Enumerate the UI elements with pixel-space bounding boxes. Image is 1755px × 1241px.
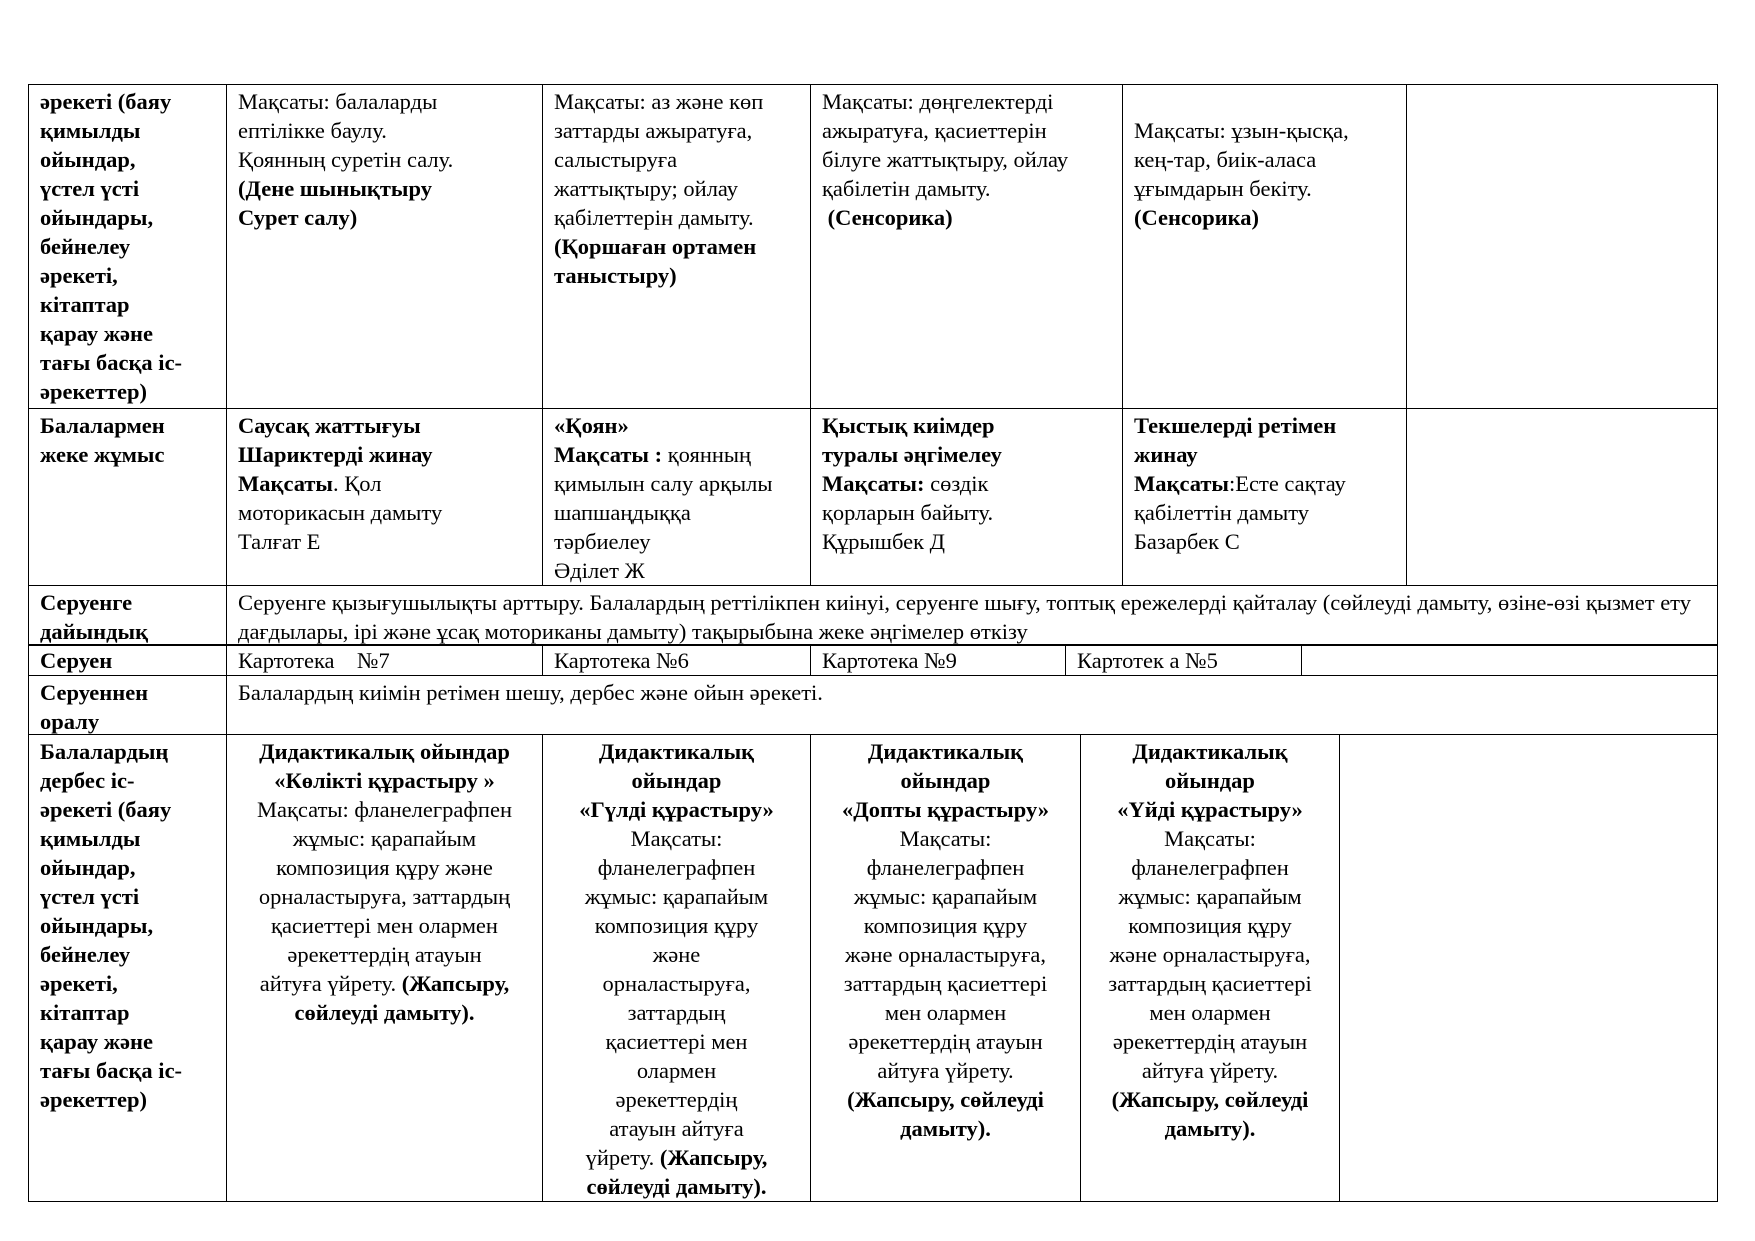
- game-title: Дидактикалық ойындар: [259, 739, 510, 764]
- cell-text: жұмыс: қарапайым: [1118, 884, 1302, 909]
- cell-text: әрекеттердің: [615, 1087, 738, 1112]
- cell-text: заттарды ажыратуға,: [554, 118, 753, 143]
- goal-line: [238, 469, 533, 498]
- cell-thursday: [1123, 409, 1407, 585]
- cell-text: айтуға үйрету.: [877, 1058, 1014, 1083]
- cell-text: әрекеттердің атауын: [287, 942, 482, 967]
- cell-text: қимылын салу арқылы: [554, 471, 773, 496]
- goal-text: :Есте сақтау: [1229, 471, 1346, 496]
- cell-text: шапшаңдыққа: [554, 500, 691, 525]
- cell-text: Мақсаты: ұзын-қысқа,: [1134, 118, 1349, 143]
- game-title: «Гүлді құрастыру»: [579, 797, 774, 822]
- row-activities: [28, 84, 1718, 409]
- header-line: Серуенге: [40, 590, 133, 615]
- header-line: ойындар,: [40, 855, 136, 880]
- subject-label: сөйлеуді дамыту).: [294, 1000, 475, 1025]
- walk-card-tuesday: Картотека №6: [543, 646, 811, 675]
- goal-label: Мақсаты: [238, 471, 333, 496]
- cell-text: мен олармен: [884, 1000, 1007, 1025]
- cell-monday: [227, 409, 543, 585]
- cell-text: әрекеттердің атауын: [1112, 1029, 1308, 1054]
- header-line: дербес іс-: [40, 768, 135, 793]
- row-independent-activity: [28, 734, 1718, 1202]
- activity-title: Шариктерді жинау: [238, 442, 433, 467]
- cell-text: заттардың қасиеттері: [1108, 971, 1312, 996]
- cell-text: Мақсаты:: [630, 826, 723, 851]
- cell-text: моторикасын дамыту: [238, 500, 443, 525]
- cell-text: қасиеттері мен: [605, 1029, 748, 1054]
- subject-label: дамыту).: [1164, 1116, 1256, 1141]
- cell-text: Мақсаты: дөңгелектерді: [822, 89, 1054, 114]
- row-header: [29, 735, 227, 1201]
- walk-card-thursday: Картотек а №5: [1066, 646, 1302, 675]
- game-title: ойындар: [900, 768, 991, 793]
- cell-text: орналастыруға, заттардың: [258, 884, 511, 909]
- header-line: ойындары,: [40, 913, 154, 938]
- cell-text: жұмыс: қарапайым: [292, 826, 477, 851]
- subject-label: таныстыру): [554, 263, 677, 288]
- cell-text: орналастыруға,: [602, 971, 751, 996]
- return-text: [227, 676, 1717, 734]
- cell-text: атауын айтуға: [609, 1116, 744, 1141]
- cell-text: кең-тар, биік-аласа: [1134, 147, 1317, 172]
- subject-label: (Жапсыру,: [401, 971, 510, 996]
- header-line: әрекеті,: [40, 263, 118, 288]
- header-line: оралу: [40, 709, 100, 734]
- subject-label: сөйлеуді дамыту).: [586, 1174, 767, 1199]
- header-line: қимылды: [40, 826, 141, 851]
- cell-text: жаттықтыру; ойлау: [554, 176, 739, 201]
- mixed-line: [547, 1143, 806, 1172]
- cell-text: композиция құру: [594, 913, 759, 938]
- walk-card-monday: Картотека №7: [227, 646, 543, 675]
- child-name: Әділет Ж: [554, 558, 645, 583]
- header-line: әрекеттер): [40, 1087, 147, 1112]
- cell-thursday: [1123, 85, 1407, 408]
- cell-friday: [1407, 409, 1717, 585]
- game-title: ойындар: [1165, 768, 1255, 793]
- header-line: Балалармен: [40, 413, 165, 438]
- activity-title: Қыстық киімдер: [822, 413, 995, 438]
- cell-text: және орналастыруға,: [1109, 942, 1311, 967]
- game-title: Дидактикалық: [1132, 739, 1288, 764]
- cell-text: жұмыс: қарапайым: [584, 884, 769, 909]
- subject-label: (Сенсорика): [1134, 205, 1260, 230]
- walk-card-wednesday: Картотека №9: [811, 646, 1066, 675]
- goal-text: сөздік: [924, 471, 989, 496]
- game-title: «Допты құрастыру»: [841, 797, 1050, 822]
- goal-line: [1134, 469, 1397, 498]
- cell-text: Мақсаты:: [899, 826, 992, 851]
- cell-text: композиция құру: [1128, 913, 1292, 938]
- cell-text: білуге жаттықтыру, ойлау: [822, 147, 1069, 172]
- cell-text: фланелеграфпен: [597, 855, 756, 880]
- header-line: әрекеті (баяу: [40, 89, 172, 114]
- row-header: [29, 586, 227, 644]
- game-title: «Көлікті құрастыру »: [274, 768, 495, 793]
- cell-text: тәрбиелеу: [554, 529, 651, 554]
- cell-text: ажыратуға, қасиеттерін: [822, 118, 1047, 143]
- header-line: жеке жұмыс: [40, 442, 165, 467]
- header-line: әрекеті,: [40, 971, 118, 996]
- header-line: үстел үсті: [40, 176, 140, 201]
- cell-text: заттардың: [627, 1000, 726, 1025]
- cell-text: фланелеграфпен: [866, 855, 1025, 880]
- header-line: қарау және: [40, 1029, 153, 1054]
- header-line: кітаптар: [40, 1000, 130, 1025]
- subject-label: (Дене шынықтыру: [238, 176, 432, 201]
- cell-text: қасиеттері мен олармен: [271, 913, 498, 938]
- row-return-from-walk: [28, 675, 1718, 735]
- cell-text: қабілетін дамыту.: [822, 176, 991, 201]
- subject-label: (Жапсыру, сөйлеуді: [1111, 1087, 1309, 1112]
- cell-text: айтуға үйрету.: [259, 971, 402, 996]
- cell-text: айтуға үйрету.: [1141, 1058, 1279, 1083]
- cell-text: ұғымдарын бекіту.: [1134, 176, 1312, 201]
- header-line: ойындар,: [40, 147, 136, 172]
- cell-friday: [1340, 735, 1717, 1201]
- cell-text: Балалардың киімін ретімен шешу, дербес және ойын әрекеті.: [238, 680, 823, 705]
- goal-label: Мақсаты :: [554, 442, 663, 467]
- goal-text: қоянның: [662, 442, 752, 467]
- subject-label: Сурет салу): [238, 205, 358, 230]
- cell-monday: [227, 735, 543, 1201]
- activity-title: Текшелерді ретімен: [1134, 413, 1337, 438]
- cell-text: салыстыруға: [554, 147, 678, 172]
- cell-text: қорларын байыту.: [822, 500, 994, 525]
- activity-title: туралы әңгімелеу: [822, 442, 1002, 467]
- header-line: тағы басқа іс-: [40, 1058, 183, 1083]
- header-line: тағы басқа іс-: [40, 350, 183, 375]
- cell-text: фланелеграфпен: [1131, 855, 1289, 880]
- goal-text: . Қол: [333, 471, 382, 496]
- row-individual-work: [28, 408, 1718, 586]
- cell-monday: [227, 85, 543, 408]
- cell-text: Мақсаты: фланелеграфпен: [256, 797, 512, 822]
- header-line: дайындық: [40, 619, 149, 644]
- header-line: әрекеттер): [40, 379, 147, 404]
- header-line: Балалардың: [40, 739, 169, 764]
- cell-text: және орналастыруға,: [844, 942, 1047, 967]
- goal-line: [822, 469, 1113, 498]
- goal-label: Мақсаты: [1134, 471, 1229, 496]
- cell-text: заттардың қасиеттері: [843, 971, 1048, 996]
- cell-text: қабілеттін дамыту: [1134, 500, 1309, 525]
- cell-tuesday: [543, 85, 811, 408]
- cell-tuesday: [543, 409, 811, 585]
- cell-text: әрекеттердің атауын: [848, 1029, 1043, 1054]
- cell-friday: [1407, 85, 1717, 408]
- activity-title: Саусақ жаттығуы: [238, 413, 421, 438]
- activity-title: «Қоян»: [554, 413, 629, 438]
- cell-wednesday: [811, 735, 1081, 1201]
- header-line: бейнелеу: [40, 234, 131, 259]
- header-line: Серуен: [40, 648, 113, 673]
- game-title: «Үйді құрастыру»: [1117, 797, 1303, 822]
- walk-preparation-text: Серуенге қызығушылықты арттыру. Балалардың реттілікпен киінуі, серуенге шығу, топтық ережелерді қайталау (сөйлеуді дамыту, өзіне-өзі қызмет ету дағдылары, ірі және ұсақ моториканы дамыту) тақырыбына жеке әңгімелер өткізу: [238, 590, 1691, 644]
- mixed-line: [231, 969, 538, 998]
- subject-label: (Жапсыру, сөйлеуді: [847, 1087, 1044, 1112]
- header-line: қарау және: [40, 321, 153, 346]
- header-line: үстел үсті: [40, 884, 140, 909]
- cell-text: үйрету.: [585, 1145, 660, 1170]
- subject-label: (Қоршаған ортамен: [554, 234, 757, 259]
- cell-text: және: [652, 942, 701, 967]
- subject-label: (Сенсорика): [822, 205, 953, 230]
- row-walk: [28, 644, 1718, 676]
- goal-line: [554, 440, 801, 469]
- walk-card-friday: [1302, 646, 1717, 675]
- header-line: ойындары,: [40, 205, 154, 230]
- cell-text: ептілікке баулу.: [238, 118, 387, 143]
- cell-text: олармен: [636, 1058, 717, 1083]
- cell-tuesday: [543, 735, 811, 1201]
- row-header: [29, 85, 227, 408]
- cell-text: мен олармен: [1149, 1000, 1271, 1025]
- row-header: [29, 409, 227, 585]
- cell-text: қабілеттерін дамыту.: [554, 205, 754, 230]
- cell-text: Мақсаты:: [1164, 826, 1256, 851]
- header-line: бейнелеу: [40, 942, 131, 967]
- cell-wednesday: [811, 409, 1123, 585]
- subject-label: дамыту).: [900, 1116, 991, 1141]
- row-header: [29, 646, 227, 675]
- header-line: қимылды: [40, 118, 141, 143]
- cell-thursday: [1081, 735, 1340, 1201]
- header-line: кітаптар: [40, 292, 130, 317]
- cell-text: композиция құру және: [276, 855, 493, 880]
- header-line: Серуеннен: [40, 680, 149, 705]
- cell-text: жұмыс: қарапайым: [853, 884, 1038, 909]
- activity-title: жинау: [1134, 442, 1198, 467]
- child-name: Құрышбек Д: [822, 529, 945, 554]
- game-title: Дидактикалық: [867, 739, 1024, 764]
- header-line: әрекеті (баяу: [40, 797, 172, 822]
- cell-wednesday: [811, 85, 1123, 408]
- child-name: Базарбек С: [1134, 529, 1240, 554]
- cell-text: Қоянның суретін салу.: [238, 147, 454, 172]
- row-walk-preparation: [28, 585, 1718, 645]
- cell-text: Мақсаты: балаларды: [238, 89, 438, 114]
- child-name: Талғат Е: [238, 529, 321, 554]
- cell-text: Мақсаты: аз және көп: [554, 89, 764, 114]
- row-header: [29, 676, 227, 734]
- goal-label: Мақсаты:: [822, 471, 925, 496]
- subject-label: (Жапсыру,: [659, 1145, 768, 1170]
- cell-text: композиция құру: [863, 913, 1028, 938]
- game-title: ойындар: [631, 768, 722, 793]
- game-title: Дидактикалық: [598, 739, 755, 764]
